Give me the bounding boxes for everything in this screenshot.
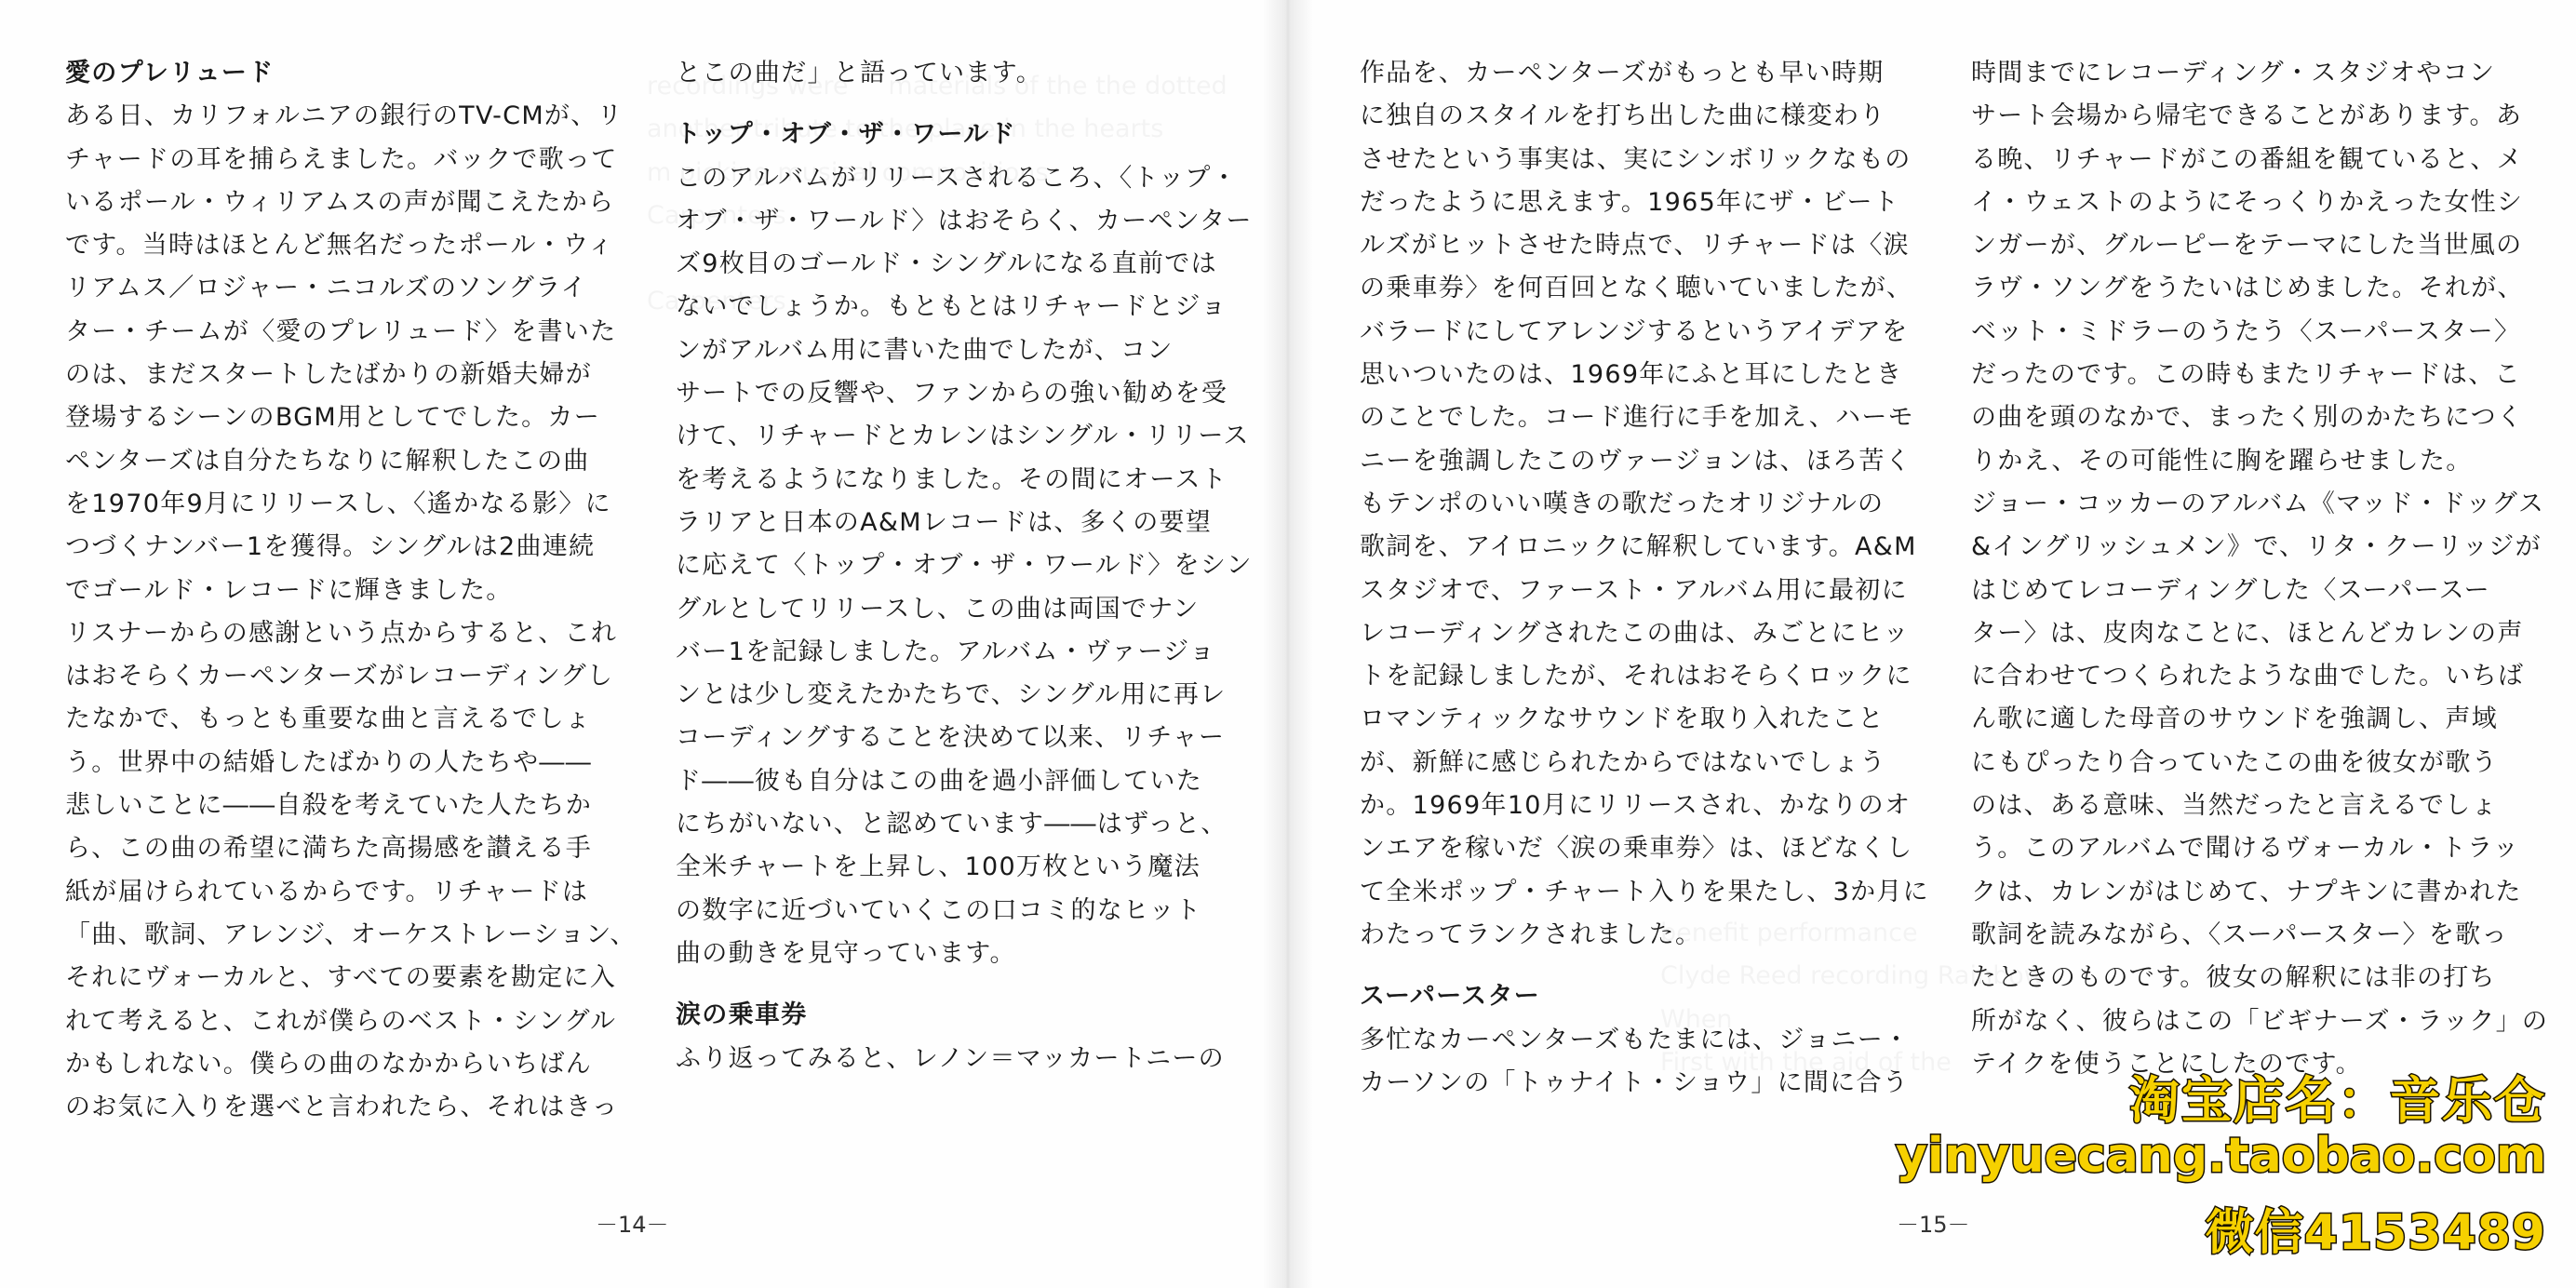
text-line: のは、まだスタートしたばかりの新婚夫婦が xyxy=(65,360,592,390)
text-line: チャードの耳を捕らえました。バックで歌って xyxy=(65,144,618,174)
text-line: が、新鮮に感じられたからではないでしょう xyxy=(1360,747,1886,777)
watermark-url: yinyuecang.taobao.com xyxy=(1895,1128,2546,1184)
text-line: ンとは少し変えたかたちで、シングル用に再レ xyxy=(676,680,1227,710)
text-line: スタジオで、ファースト・アルバム用に最初に xyxy=(1360,575,1908,605)
section-heading: 涙の乗車券 xyxy=(676,1000,808,1030)
text-line: わたってランクされました。 xyxy=(1360,919,1702,949)
column-1-body xyxy=(65,95,637,1129)
text-line: ん歌に適した母音のサウンドを強調し、声域 xyxy=(1971,704,2498,734)
text-line: でゴールド・レコードに輝きました。 xyxy=(65,575,513,605)
text-line: にもぴったり合っていたこの曲を彼女が歌う xyxy=(1971,747,2498,777)
text-line: コーディングすることを決めて以来、リチャー xyxy=(676,723,1226,753)
text-line: の曲を頭のなかで、まったく別のかたちにつく xyxy=(1971,403,2524,433)
text-line: のお気に入りを選べと言われたら、それはきっ xyxy=(65,1093,619,1122)
text-line: を1970年9月にリリースし、〈遙かなる影〉に xyxy=(65,489,611,518)
column-2-body-1 xyxy=(676,157,1253,976)
text-line: このアルバムがリリースされるころ、〈トップ・ xyxy=(676,163,1238,193)
text-line: 多忙なカーペンターズもたまには、ジョニー・ xyxy=(1360,1025,1911,1054)
column-3-body-1 xyxy=(1360,52,1929,957)
text-line: トを記録しましたが、それはおそらくロックに xyxy=(1360,662,1912,691)
text-line: それにヴォーカルと、すべての要素を勘定に入 xyxy=(65,963,617,993)
text-line: 悲しいことに――自殺を考えていた人たちか xyxy=(65,791,592,821)
text-line: ルズがヒットさせた時点で、リチャードは〈涙 xyxy=(1360,231,1910,261)
text-line: ンがアルバム用に書いた曲でしたが、コン xyxy=(676,335,1174,365)
text-line: ベット・ミドラーのうたう〈スーパースター〉 xyxy=(1971,316,2521,346)
text-line: 歌詞を、アイロニックに解釈しています。A&M xyxy=(1360,532,1917,562)
text-line: に合わせてつくられたような曲でした。いちば xyxy=(1971,662,2525,691)
watermark-wechat: 微信4153489 xyxy=(2205,1205,2546,1261)
section-heading: 愛のプレリュード xyxy=(65,59,275,87)
text-line: テイクを使うことにしたのです。 xyxy=(1971,1049,2362,1079)
page-number: －15－ xyxy=(1897,1212,1970,1238)
text-line: けて、リチャードとカレンはシングル・リリース xyxy=(676,422,1250,451)
text-line: 時間までにレコーディング・スタジオやコン xyxy=(1971,59,2496,87)
text-line: を考えるようになりました。その間にオースト xyxy=(676,464,1228,494)
text-line: ペンターズは自分たちなりに解釈したこの曲 xyxy=(65,446,590,476)
column-2-lead xyxy=(676,52,1215,95)
text-line: イ・ウェストのようにそっくりかえった女性シ xyxy=(1971,187,2524,217)
text-line: 登場するシーンのBGM用としてでした。カー xyxy=(65,403,601,433)
text-line: ズ9枚目のゴールド・シングルになる直前では xyxy=(676,249,1217,279)
text-line: に独自のスタイルを打ち出した曲に様変わり xyxy=(1360,101,1886,131)
column-1 xyxy=(65,52,637,1129)
text-line: う。世界中の結婚したばかりの人たちや―― xyxy=(65,747,592,777)
text-line: ジョー・コッカーのアルバム《マッド・ドッグス xyxy=(1971,489,2545,518)
book-gutter xyxy=(1264,0,1312,1288)
text-line: たときのものです。彼女の解釈には非の打ち xyxy=(1971,963,2496,993)
text-line: のことでした。コード進行に手を加え、ハーモ xyxy=(1360,403,1914,433)
text-line: かもしれない。僕らの曲のなかからいちばん xyxy=(65,1049,592,1079)
text-line: だったように思えます。1965年にザ・ビート xyxy=(1360,187,1900,217)
text-line: の数字に近づいていくこの口コミ的なヒット xyxy=(676,895,1202,925)
column-2-body-2 xyxy=(676,1038,1225,1080)
text-line: &イングリッシュメン》で、リタ・クーリッジが xyxy=(1971,532,2542,562)
text-line: 歌詞を読みながら、〈スーパースター〉を歌っ xyxy=(1971,919,2508,949)
text-line: ター〉は、皮肉なことに、ほとんどカレンの声 xyxy=(1971,618,2524,648)
section-heading: スーパースター xyxy=(1360,982,1541,1012)
text-line: サート会場から帰宅できることがあります。あ xyxy=(1971,101,2523,131)
text-line: ないでしょうか。もともとはリチャードとジョ xyxy=(676,292,1228,322)
text-line: 思いついたのは、1969年にふと耳にしたとき xyxy=(1360,360,1903,390)
text-line: のは、ある意味、当然だったと言えるでしょ xyxy=(1971,791,2498,821)
text-line: か。1969年10月にリリースされ、かなりのオ xyxy=(1360,791,1912,821)
text-line: サートでの反響や、ファンからの強い勧めを受 xyxy=(676,379,1228,409)
text-line: て全米ポップ・チャート入りを果たし、3か月に xyxy=(1360,877,1929,906)
text-line: 所がなく、彼らはこの「ビギナーズ・ラック」の xyxy=(1971,1006,2549,1036)
text-line: バラードにしてアレンジするというアイデアを xyxy=(1360,316,1909,346)
text-line: にちがいない、と認めています――はずっと、 xyxy=(676,810,1228,839)
text-line: はおそらくカーペンターズがレコーディングし xyxy=(65,662,614,691)
column-4-body xyxy=(1971,52,2549,1086)
text-line: グルとしてリリースし、この曲は両国でナン xyxy=(676,594,1200,624)
section-heading: トップ・オブ・ザ・ワールド xyxy=(676,120,1016,150)
text-line: させたという事実は、実にシンボリックなもの xyxy=(1360,144,1912,174)
column-3-body-2 xyxy=(1360,1019,1911,1106)
text-line: ンガーが、グルーピーをテーマにした当世風の xyxy=(1971,231,2523,261)
text-line: ら、この曲の希望に満ちた高揚感を讃える手 xyxy=(65,834,592,864)
text-line: もテンポのいい嘆きの歌だったオリジナルの xyxy=(1360,489,1885,518)
page-number: －14－ xyxy=(596,1212,669,1238)
text-line: 全米チャートを上昇し、100万枚という魔法 xyxy=(676,852,1201,882)
text-line: です。当時はほとんど無名だったポール・ウィ xyxy=(65,231,614,261)
text-line: ふり返ってみると、レノン＝マッカートニーの xyxy=(676,1043,1225,1073)
text-line: ある日、カリフォルニアの銀行のTV-CMが、リ xyxy=(65,101,624,131)
text-line: たなかで、もっとも重要な曲と言えるでしょ xyxy=(65,704,592,734)
text-line: クは、カレンがはじめて、ナプキンに書かれた xyxy=(1971,877,2522,906)
text-line: オブ・ザ・ワールド〉はおそらく、カーペンター xyxy=(676,206,1253,235)
text-line: ド――彼も自分はこの曲を過小評価していた xyxy=(676,766,1202,796)
text-line: 紙が届けられているからです。リチャードは xyxy=(65,877,589,906)
text-line: リアムス／ロジャー・ニコルズのソングライ xyxy=(65,274,587,303)
text-line: つづくナンバー1を獲得。シングルは2曲連続 xyxy=(65,532,596,562)
text-line: ニーを強調したこのヴァージョンは、ほろ苦く xyxy=(1360,446,1912,476)
text-line: ラヴ・ソングをうたいはじめました。それが、 xyxy=(1971,274,2524,303)
text-line: 作品を、カーペンターズがもっとも早い時期 xyxy=(1360,59,1885,87)
text-line: リスナーからの感謝という点からすると、これ xyxy=(65,618,618,648)
column-3 xyxy=(1360,52,1929,1105)
text-line: ンエアを稼いだ〈涙の乗車券〉は、ほどなくし xyxy=(1360,834,1913,864)
text-line: カーソンの「トゥナイト・ショウ」に間に合う xyxy=(1360,1067,1910,1097)
text-line: の乗車券〉を何百回となく聴いていましたが、 xyxy=(1360,274,1913,303)
text-line: とこの曲だ」と語っています。 xyxy=(676,59,1043,87)
text-line: はじめてレコーディングした〈スーパースー xyxy=(1971,575,2490,605)
column-4 xyxy=(1971,52,2549,1086)
text-line: に応えて〈トップ・オブ・ザ・ワールド〉をシン xyxy=(676,551,1253,581)
text-line: う。このアルバムで聞けるヴォーカル・トラッ xyxy=(1971,834,2520,864)
text-line: レコーディングされたこの曲は、みごとにヒッ xyxy=(1360,618,1910,648)
text-line: ラリアと日本のA&Mレコードは、多くの要望 xyxy=(676,507,1213,537)
text-line: りかえ、その可能性に胸を躍らせました。 xyxy=(1971,446,2473,476)
text-line: ター・チームが〈愛のプレリュード〉を書いた xyxy=(65,316,617,346)
watermark-shop-name: 淘宝店名：音乐仓 xyxy=(2129,1071,2546,1130)
text-line: れて考えると、これが僕らのベスト・シングル xyxy=(65,1006,617,1036)
text-line: だったのです。この時もまたリチャードは、こ xyxy=(1971,360,2521,390)
column-2 xyxy=(676,52,1253,1080)
text-line: る晩、リチャードがこの番組を観ていると、メ xyxy=(1971,144,2523,174)
text-line: 「曲、歌詞、アレンジ、オーケストレーション、 xyxy=(65,919,637,949)
text-line: ロマンティックなサウンドを取り入れたこと xyxy=(1360,704,1885,734)
text-line: 曲の動きを見守っています。 xyxy=(676,938,1016,968)
text-line: いるポール・ウィリアムスの声が聞こえたから xyxy=(65,187,615,217)
text-line: バー1を記録しました。アルバム・ヴァージョ xyxy=(676,637,1216,666)
